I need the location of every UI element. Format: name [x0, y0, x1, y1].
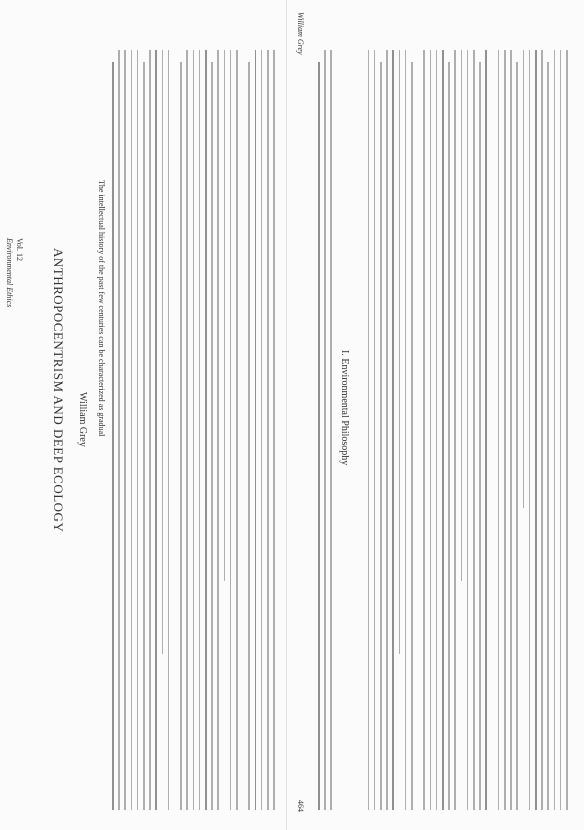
author-name: William Grey — [77, 392, 88, 447]
text-line-placeholder — [560, 50, 562, 810]
text-line-placeholder — [448, 62, 450, 810]
text-line-placeholder — [143, 62, 145, 810]
text-line-placeholder — [504, 50, 506, 810]
text-line-placeholder — [255, 50, 257, 810]
text-line-placeholder — [423, 50, 425, 810]
text-line-placeholder — [566, 50, 568, 810]
text-line-placeholder — [162, 50, 164, 654]
opening-line: The intellectual history of the past few centuries can be characterized as gradual — [97, 180, 106, 437]
running-head: William Grey — [296, 12, 305, 55]
text-line-placeholder — [473, 50, 475, 810]
text-line-placeholder — [217, 50, 219, 810]
text-line-placeholder — [330, 50, 332, 810]
section-heading: I. Environmental Philosophy — [339, 350, 350, 466]
text-line-placeholder — [324, 50, 326, 810]
text-line-placeholder — [205, 50, 207, 810]
text-line-placeholder — [318, 62, 320, 810]
text-line-placeholder — [411, 62, 413, 810]
text-line-placeholder — [554, 50, 556, 810]
text-line-placeholder — [168, 50, 170, 810]
text-line-placeholder — [248, 62, 250, 810]
journal-name: Environmental Ethics — [5, 238, 14, 308]
text-line-placeholder — [261, 50, 263, 810]
text-line-placeholder — [547, 62, 549, 810]
text-line-placeholder — [442, 50, 444, 810]
text-line-placeholder — [112, 62, 114, 810]
text-line-placeholder — [529, 50, 531, 810]
text-line-placeholder — [386, 50, 388, 810]
article-title: ANTHROPOCENTRISM AND DEEP ECOLOGY — [51, 248, 66, 533]
text-line-placeholder — [541, 50, 543, 810]
text-line-placeholder — [380, 62, 382, 810]
text-line-placeholder — [230, 50, 232, 810]
page-number: 464 — [296, 800, 305, 812]
text-line-placeholder — [211, 62, 213, 810]
right-page-body — [318, 10, 568, 820]
text-line-placeholder — [273, 50, 275, 810]
text-line-placeholder — [186, 50, 188, 810]
text-line-placeholder — [155, 50, 157, 810]
text-line-placeholder — [436, 50, 438, 810]
text-line-placeholder — [479, 62, 481, 810]
text-line-placeholder — [193, 50, 195, 810]
text-line-placeholder — [485, 50, 487, 810]
text-line-placeholder — [118, 50, 120, 810]
text-line-placeholder — [405, 50, 407, 810]
text-line-placeholder — [392, 50, 394, 810]
text-line-placeholder — [199, 50, 201, 810]
text-line-placeholder — [180, 62, 182, 810]
text-line-placeholder — [461, 50, 463, 581]
text-line-placeholder — [523, 50, 525, 508]
text-line-placeholder — [368, 50, 370, 810]
text-line-placeholder — [467, 50, 469, 810]
text-line-placeholder — [131, 50, 133, 810]
text-line-placeholder — [430, 50, 432, 810]
text-line-placeholder — [374, 50, 376, 810]
text-line-placeholder — [267, 50, 269, 810]
text-line-placeholder — [516, 62, 518, 810]
text-line-placeholder — [236, 50, 238, 810]
journal-volume: Vol. 12 — [15, 238, 24, 261]
text-line-placeholder — [149, 50, 151, 810]
text-line-placeholder — [224, 50, 226, 581]
text-line-placeholder — [454, 50, 456, 810]
text-line-placeholder — [510, 50, 512, 810]
text-line-placeholder — [124, 50, 126, 810]
text-line-placeholder — [399, 50, 401, 654]
text-line-placeholder — [137, 50, 139, 810]
text-line-placeholder — [535, 50, 537, 810]
text-line-placeholder — [498, 50, 500, 810]
